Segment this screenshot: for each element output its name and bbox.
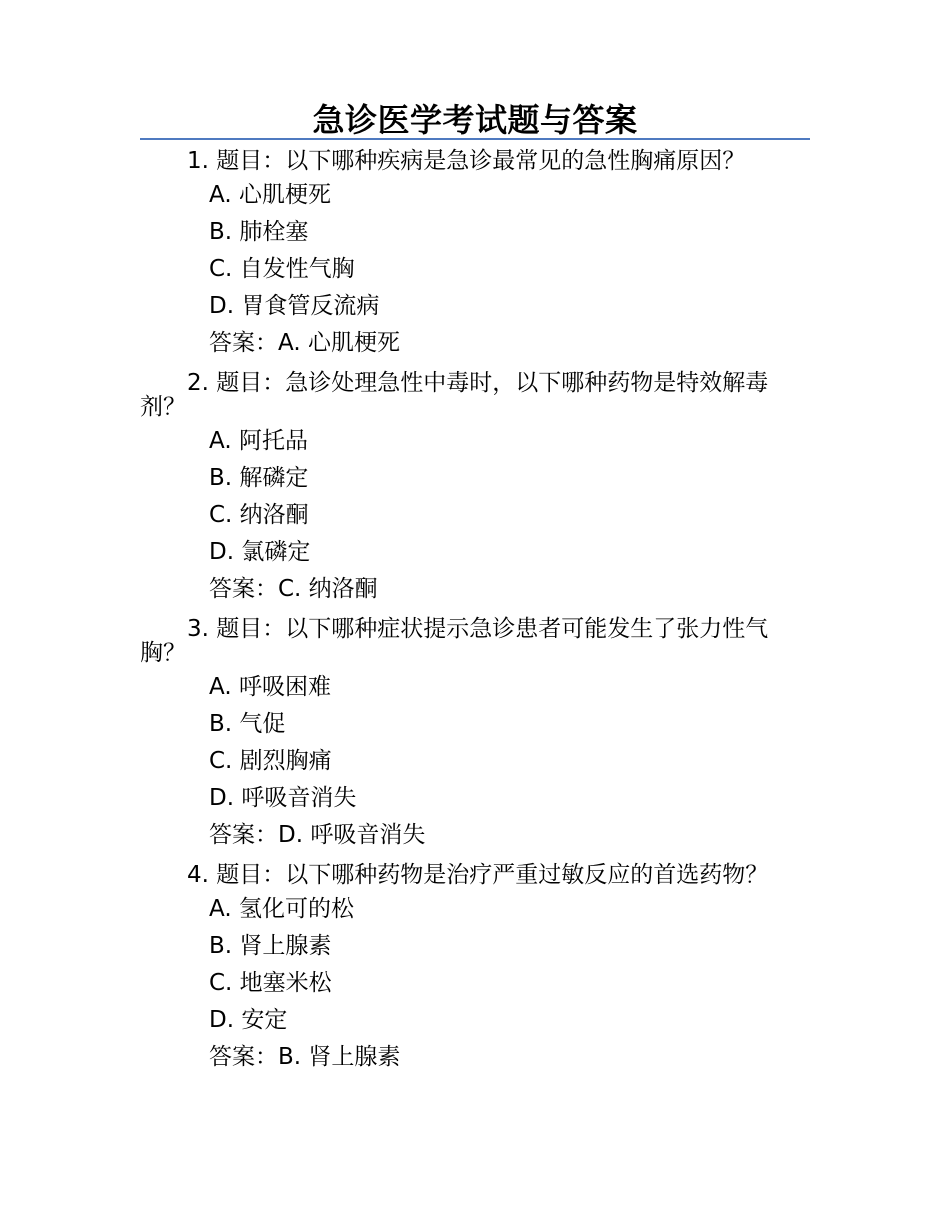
question-stem: 3. 题目：以下哪种症状提示急诊患者可能发生了张力性气胸？ — [140, 616, 769, 666]
option-d: D. 氯磷定 — [209, 539, 311, 565]
option-c: C. 自发性气胸 — [209, 256, 355, 282]
option-a: A. 氢化可的松 — [209, 896, 354, 922]
option-d: D. 安定 — [209, 1007, 288, 1033]
question-block-4 — [140, 854, 810, 1076]
option-a: A. 阿托品 — [209, 428, 308, 454]
option-c: C. 剧烈胸痛 — [209, 748, 332, 774]
option-a: A. 心肌梗死 — [209, 182, 331, 208]
answer-line: 答案：C. 纳洛酮 — [209, 576, 378, 602]
question-stem: 1. 题目：以下哪种疾病是急诊最常见的急性胸痛原因？ — [187, 148, 746, 174]
option-b: B. 肾上腺素 — [209, 933, 332, 959]
option-d: D. 胃食管反流病 — [209, 293, 380, 319]
question-block-3 — [140, 608, 810, 854]
answer-line: 答案：B. 肾上腺素 — [209, 1044, 401, 1070]
option-c: C. 纳洛酮 — [209, 502, 309, 528]
question-stem: 2. 题目：急诊处理急性中毒时，以下哪种药物是特效解毒剂？ — [140, 370, 769, 420]
document-page — [140, 100, 810, 1076]
answer-line: 答案：A. 心肌梗死 — [209, 330, 400, 356]
option-b: B. 肺栓塞 — [209, 219, 309, 245]
question-block-2 — [140, 362, 810, 608]
option-b: B. 解磷定 — [209, 465, 309, 491]
option-b: B. 气促 — [209, 711, 286, 737]
document-title: 急诊医学考试题与答案 — [312, 101, 638, 139]
option-d: D. 呼吸音消失 — [209, 785, 357, 811]
option-c: C. 地塞米松 — [209, 970, 332, 996]
option-a: A. 呼吸困难 — [209, 674, 331, 700]
question-stem: 4. 题目：以下哪种药物是治疗严重过敏反应的首选药物？ — [187, 862, 769, 888]
answer-line: 答案：D. 呼吸音消失 — [209, 822, 426, 848]
question-block-1 — [140, 140, 810, 362]
